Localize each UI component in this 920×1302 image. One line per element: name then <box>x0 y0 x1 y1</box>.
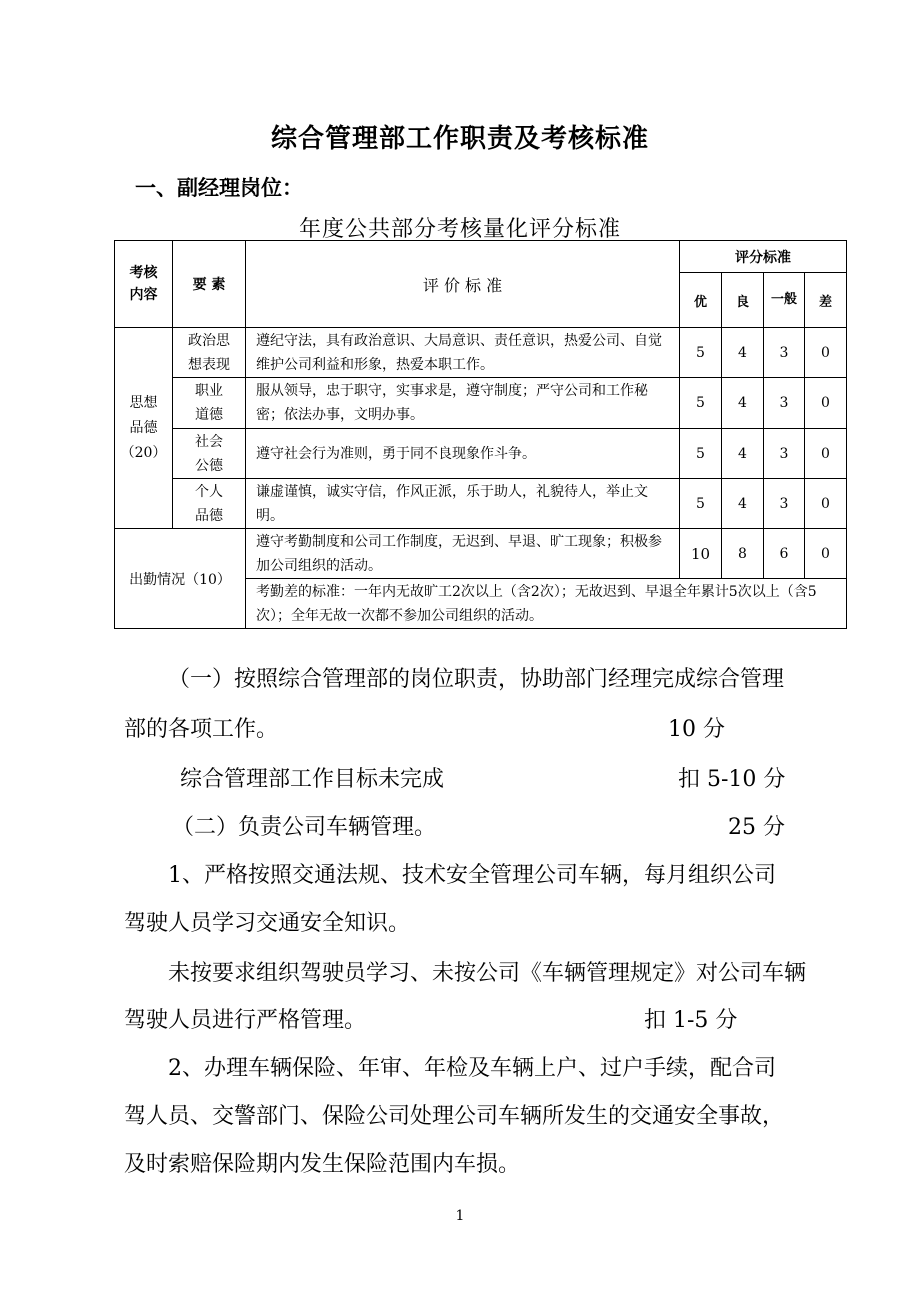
table-row <box>115 378 847 429</box>
item1-deduct-text: 综合管理部工作目标未完成 <box>180 767 445 792</box>
score-cell: 3 <box>764 479 805 529</box>
score-cell: 5 <box>680 479 722 529</box>
scoring-table <box>114 240 847 629</box>
table-row <box>115 328 847 378</box>
criteria-cell: 遵纪守法，具有政治意识、大局意识、责任意识，热爱公司、自觉维护公司利益和形象，热爱本职工作。 <box>246 328 680 378</box>
table-row <box>115 429 847 479</box>
score-cell: 0 <box>805 529 847 579</box>
element-cell: 政治思 想表现 <box>173 328 246 378</box>
item1-points: 10 分 <box>668 717 725 742</box>
grade-average: 一般 <box>764 273 805 328</box>
sub2-line1: 2、办理车辆保险、年审、年检及车辆上户、过户手续，配合司 <box>168 1056 776 1081</box>
score-cell: 4 <box>722 479 764 529</box>
score-cell: 0 <box>805 328 847 378</box>
header-score-group: 评分标准 <box>680 241 847 273</box>
group-label-morality: 思想 品德 （20） <box>115 328 173 529</box>
item2-text: （二）负责公司车辆管理。 <box>172 815 437 840</box>
sub1-deduct-points: 扣 1-5 分 <box>644 1008 738 1033</box>
item1-deduct-points: 扣 5-10 分 <box>678 767 786 792</box>
criteria-cell: 遵守社会行为准则，勇于同不良现象作斗争。 <box>246 429 680 479</box>
score-cell: 0 <box>805 429 847 479</box>
criteria-cell: 服从领导，忠于职守，实事求是，遵守制度；严守公司和工作秘密；依法办事，文明办事。 <box>246 378 680 429</box>
element-cell: 职业 道德 <box>173 378 246 429</box>
page-title: 综合管理部工作职责及考核标准 <box>270 124 649 154</box>
header-element: 要 素 <box>173 241 246 328</box>
item2-points: 25 分 <box>728 815 785 840</box>
score-cell: 10 <box>680 529 722 579</box>
item1-line1: （一）按照综合管理部的岗位职责，协助部门经理完成综合管理 <box>168 667 785 692</box>
sub1-deduct-line2: 驾驶人员进行严格管理。 <box>124 1008 367 1033</box>
score-cell: 4 <box>722 378 764 429</box>
score-cell: 0 <box>805 378 847 429</box>
element-cell: 社会 公德 <box>173 429 246 479</box>
sub1-line2: 驾驶人员学习交通安全知识。 <box>124 911 411 936</box>
element-cell: 个人 品德 <box>173 479 246 529</box>
score-cell: 5 <box>680 378 722 429</box>
attendance-poor-standard: 考勤差的标准：一年内无故旷工2次以上（含2次）；无故迟到、早退全年累计5次以上（含5次）；全年无故一次都不参加公司组织的活动。 <box>246 579 847 629</box>
sub2-line3: 及时索赔保险期内发生保险范围内车损。 <box>124 1152 521 1177</box>
score-cell: 0 <box>805 479 847 529</box>
sub2-line2: 驾人员、交警部门、保险公司处理公司车辆所发生的交通安全事故， <box>124 1104 785 1129</box>
score-cell: 8 <box>722 529 764 579</box>
section-heading: 一、副经理岗位： <box>135 176 303 200</box>
score-cell: 3 <box>764 429 805 479</box>
page-number: 1 <box>455 1208 465 1224</box>
score-cell: 3 <box>764 328 805 378</box>
sub1-line1: 1、严格按照交通法规、技术安全管理公司车辆，每月组织公司 <box>168 863 776 888</box>
score-cell: 6 <box>764 529 805 579</box>
table-row <box>115 479 847 529</box>
score-cell: 4 <box>722 328 764 378</box>
grade-excellent: 优 <box>680 273 722 328</box>
table-caption: 年度公共部分考核量化评分标准 <box>298 217 621 242</box>
attendance-label: 出勤情况（10） <box>115 529 246 629</box>
table-row <box>115 529 847 579</box>
score-cell: 5 <box>680 429 722 479</box>
item1-line2: 部的各项工作。 <box>124 717 279 742</box>
score-cell: 3 <box>764 378 805 429</box>
header-content: 考核 内容 <box>115 241 173 328</box>
criteria-cell: 谦虚谨慎，诚实守信，作风正派，乐于助人，礼貌待人，举止文明。 <box>246 479 680 529</box>
grade-good: 良 <box>722 273 764 328</box>
score-cell: 4 <box>722 429 764 479</box>
score-cell: 5 <box>680 328 722 378</box>
criteria-cell: 遵守考勤制度和公司工作制度，无迟到、早退、旷工现象；积极参加公司组织的活动。 <box>246 529 680 579</box>
grade-poor: 差 <box>805 273 847 328</box>
header-criteria: 评 价 标 准 <box>246 241 680 328</box>
sub1-deduct-line1: 未按要求组织驾驶员学习、未按公司《车辆管理规定》对公司车辆 <box>168 961 807 986</box>
